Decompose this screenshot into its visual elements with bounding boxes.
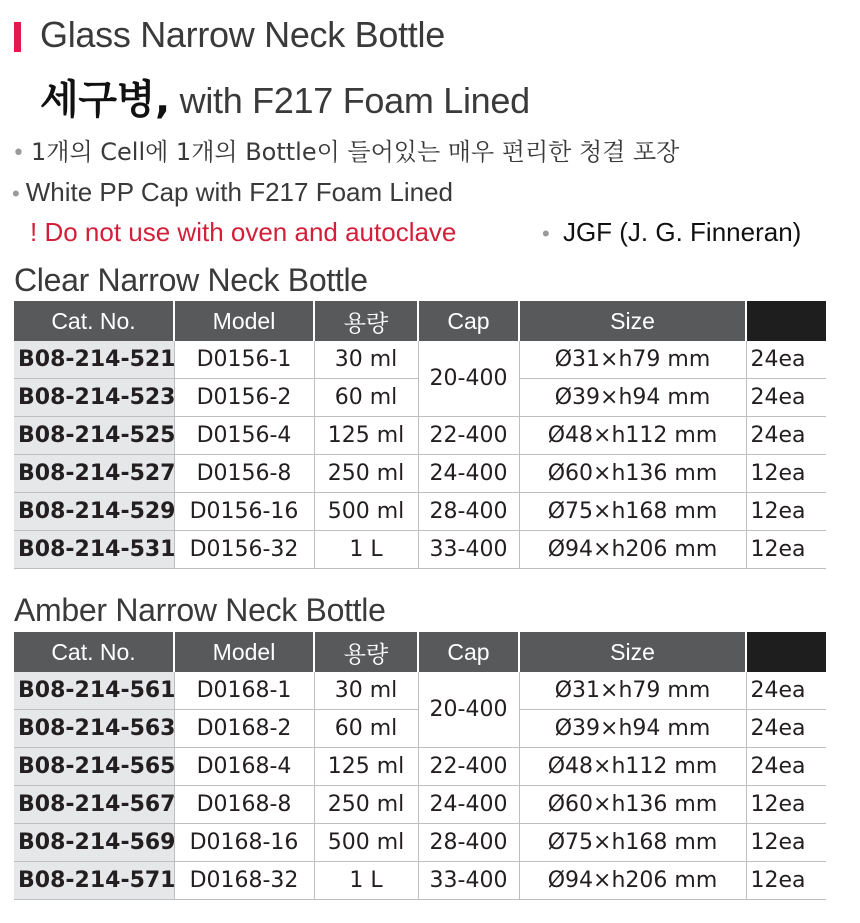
model-cell: D0168-16 — [174, 824, 314, 862]
column-header: Cat. No. — [14, 632, 174, 672]
cat-no-cell: B08-214-527 — [14, 455, 174, 493]
cap-cell: 28-400 — [418, 824, 519, 862]
size-cell: Ø39×h94 mm — [519, 379, 746, 417]
cat-no-cell: B08-214-567 — [14, 786, 174, 824]
cat-no-cell: B08-214-571 — [14, 862, 174, 900]
volume-cell: 500 ml — [314, 824, 418, 862]
size-cell: Ø75×h168 mm — [519, 824, 746, 862]
page-title: Glass Narrow Neck Bottle — [40, 14, 445, 55]
column-header: Size — [519, 301, 746, 341]
cap-cell: 33-400 — [418, 862, 519, 900]
table-row — [14, 862, 826, 900]
table-row — [14, 417, 826, 455]
cat-no-cell: B08-214-529 — [14, 493, 174, 531]
cat-no-cell: B08-214-525 — [14, 417, 174, 455]
quantity-cell: 24ea — [746, 379, 826, 417]
quantity-cell: 12ea — [746, 862, 826, 900]
volume-cell: 125 ml — [314, 417, 418, 455]
cat-no-cell: B08-214-563 — [14, 710, 174, 748]
quantity-cell: 24ea — [746, 710, 826, 748]
table-row — [14, 824, 826, 862]
column-header: Cap — [418, 301, 519, 341]
quantity-cell: 12ea — [746, 786, 826, 824]
section-title-clear: Clear Narrow Neck Bottle — [14, 262, 368, 298]
subtitle-korean: 세구병, — [40, 77, 170, 123]
cap-cell: 22-400 — [418, 748, 519, 786]
volume-cell: 30 ml — [314, 672, 418, 710]
model-cell: D0168-8 — [174, 786, 314, 824]
cap-cell: 28-400 — [418, 493, 519, 531]
quantity-cell: 12ea — [746, 493, 826, 531]
size-cell: Ø39×h94 mm — [519, 710, 746, 748]
feature-text: White PP Cap with F217 Foam Lined — [25, 177, 453, 207]
cat-no-cell: B08-214-561 — [14, 672, 174, 710]
size-cell: Ø94×h206 mm — [519, 531, 746, 569]
page-subtitle — [40, 68, 530, 125]
section-title-amber: Amber Narrow Neck Bottle — [14, 592, 386, 628]
table-row — [14, 786, 826, 824]
cat-no-cell: B08-214-523 — [14, 379, 174, 417]
brand-line — [542, 212, 801, 254]
size-cell: Ø31×h79 mm — [519, 341, 746, 379]
spec-table-clear — [14, 301, 826, 569]
quantity-cell: 24ea — [746, 748, 826, 786]
cat-no-cell: B08-214-521 — [14, 341, 174, 379]
volume-cell: 125 ml — [314, 748, 418, 786]
size-cell: Ø94×h206 mm — [519, 862, 746, 900]
feature-text: 1개의 Cell에 1개의 Bottle이 들어있는 매우 편리한 청결 포장 — [30, 138, 680, 166]
volume-cell: 60 ml — [314, 379, 418, 417]
table-row — [14, 748, 826, 786]
table-row — [14, 493, 826, 531]
model-cell: D0168-1 — [174, 672, 314, 710]
volume-cell: 250 ml — [314, 455, 418, 493]
column-header: Cap — [418, 632, 519, 672]
volume-cell: 1 L — [314, 862, 418, 900]
warning-line — [12, 212, 842, 252]
table-header-row — [14, 632, 826, 672]
table-header-row — [14, 301, 826, 341]
volume-cell: 1 L — [314, 531, 418, 569]
model-cell: D0156-8 — [174, 455, 314, 493]
size-cell: Ø75×h168 mm — [519, 493, 746, 531]
table-row — [14, 341, 826, 379]
quantity-cell: 12ea — [746, 455, 826, 493]
cap-cell: 24-400 — [418, 786, 519, 824]
quantity-cell: 24ea — [746, 341, 826, 379]
cat-no-cell: B08-214-569 — [14, 824, 174, 862]
spec-table-amber — [14, 632, 826, 900]
quantity-cell: 24ea — [746, 672, 826, 710]
column-header — [746, 301, 826, 341]
column-header: Model — [174, 632, 314, 672]
quantity-cell: 24ea — [746, 417, 826, 455]
model-cell: D0156-4 — [174, 417, 314, 455]
volume-cell: 30 ml — [314, 341, 418, 379]
model-cell: D0168-2 — [174, 710, 314, 748]
model-cell: D0168-4 — [174, 748, 314, 786]
model-cell: D0156-16 — [174, 493, 314, 531]
warning-text: ! Do not use with oven and autoclave — [30, 217, 457, 247]
cap-cell: 24-400 — [418, 455, 519, 493]
size-cell: Ø60×h136 mm — [519, 455, 746, 493]
cap-cell: 20-400 — [418, 341, 519, 417]
cat-no-cell: B08-214-531 — [14, 531, 174, 569]
feature-list — [12, 132, 842, 252]
bullet-icon: • — [12, 141, 25, 166]
volume-cell: 500 ml — [314, 493, 418, 531]
cap-cell: 20-400 — [418, 672, 519, 748]
cap-cell: 33-400 — [418, 531, 519, 569]
column-header: Cat. No. — [14, 301, 174, 341]
model-cell: D0156-2 — [174, 379, 314, 417]
column-header: Model — [174, 301, 314, 341]
column-header: Size — [519, 632, 746, 672]
size-cell: Ø48×h112 mm — [519, 417, 746, 455]
table-row — [14, 531, 826, 569]
volume-cell: 60 ml — [314, 710, 418, 748]
column-header: 용량 — [314, 301, 418, 341]
size-cell: Ø48×h112 mm — [519, 748, 746, 786]
cap-cell: 22-400 — [418, 417, 519, 455]
feature-item-packaging — [12, 132, 842, 172]
volume-cell: 250 ml — [314, 786, 418, 824]
brand-text: JGF (J. G. Finneran) — [562, 217, 802, 247]
column-header — [746, 632, 826, 672]
column-header: 용량 — [314, 632, 418, 672]
title-accent-bar — [14, 22, 21, 52]
model-cell: D0156-32 — [174, 531, 314, 569]
size-cell: Ø60×h136 mm — [519, 786, 746, 824]
bullet-icon: • — [542, 221, 550, 246]
table-row — [14, 672, 826, 710]
model-cell: D0156-1 — [174, 341, 314, 379]
quantity-cell: 12ea — [746, 531, 826, 569]
size-cell: Ø31×h79 mm — [519, 672, 746, 710]
subtitle-english: with F217 Foam Lined — [169, 80, 530, 121]
bullet-icon: • — [12, 181, 20, 206]
model-cell: D0168-32 — [174, 862, 314, 900]
cat-no-cell: B08-214-565 — [14, 748, 174, 786]
feature-item-cap — [12, 172, 842, 212]
quantity-cell: 12ea — [746, 824, 826, 862]
table-row — [14, 455, 826, 493]
